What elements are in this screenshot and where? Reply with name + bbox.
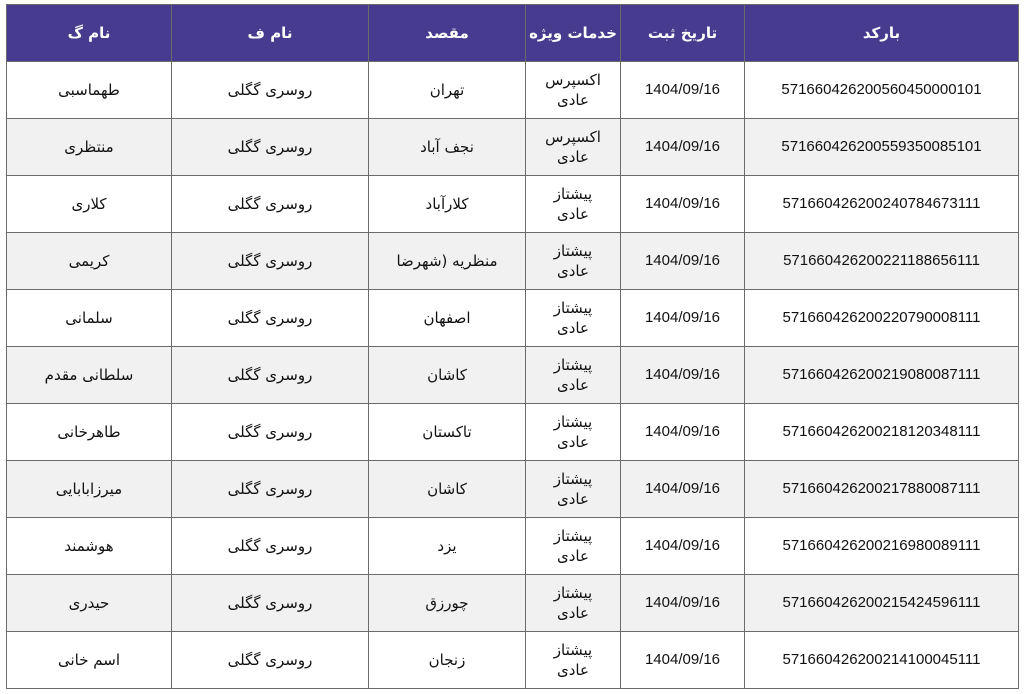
cell-date: 1404/09/16 <box>621 347 745 404</box>
cell-barcode: 571660426200215424596111 <box>745 575 1019 632</box>
table-row <box>7 176 1019 233</box>
table-row <box>7 632 1019 689</box>
cell-destination: اصفهان <box>369 290 526 347</box>
table-row <box>7 575 1019 632</box>
cell-barcode: 571660426200216980089111 <box>745 518 1019 575</box>
cell-barcode: 571660426200214100045111 <box>745 632 1019 689</box>
cell-destination: منظریه (شهرضا <box>369 233 526 290</box>
service-type: اکسپرس <box>545 71 601 89</box>
table-row <box>7 119 1019 176</box>
cell-sender: روسری گگلی <box>172 62 369 119</box>
cell-service <box>526 176 621 233</box>
service-type: پیشتاز <box>553 299 593 317</box>
table-row <box>7 233 1019 290</box>
cell-barcode: 571660426200221188656111 <box>745 233 1019 290</box>
table-header <box>7 5 1019 62</box>
service-mode: عادی <box>557 661 589 679</box>
table-row <box>7 518 1019 575</box>
service-mode: عادی <box>557 148 589 166</box>
cell-date: 1404/09/16 <box>621 632 745 689</box>
service-type: پیشتاز <box>553 527 593 545</box>
cell-date: 1404/09/16 <box>621 461 745 518</box>
cell-receiver: سلمانی <box>7 290 172 347</box>
cell-sender: روسری گگلی <box>172 176 369 233</box>
header-barcode: بارکد <box>745 5 1019 62</box>
service-mode: عادی <box>557 91 589 109</box>
cell-date: 1404/09/16 <box>621 233 745 290</box>
service-mode: عادی <box>557 547 589 565</box>
cell-barcode: 571660426200220790008111 <box>745 290 1019 347</box>
service-type: پیشتاز <box>553 242 593 260</box>
header-row <box>7 5 1019 62</box>
cell-barcode: 571660426200219080087111 <box>745 347 1019 404</box>
service-mode: عادی <box>557 319 589 337</box>
cell-date: 1404/09/16 <box>621 176 745 233</box>
cell-receiver: طهماسبی <box>7 62 172 119</box>
cell-service <box>526 233 621 290</box>
cell-destination: کاشان <box>369 461 526 518</box>
cell-sender: روسری گگلی <box>172 518 369 575</box>
cell-date: 1404/09/16 <box>621 62 745 119</box>
cell-service <box>526 575 621 632</box>
cell-receiver: منتظری <box>7 119 172 176</box>
cell-receiver: کلاری <box>7 176 172 233</box>
cell-sender: روسری گگلی <box>172 575 369 632</box>
cell-destination: زنجان <box>369 632 526 689</box>
service-mode: عادی <box>557 262 589 280</box>
table-row <box>7 404 1019 461</box>
table-body <box>7 62 1019 689</box>
cell-receiver: حیدری <box>7 575 172 632</box>
header-date: تاریخ ثبت <box>621 5 745 62</box>
cell-destination: تهران <box>369 62 526 119</box>
cell-barcode: 571660426200218120348111 <box>745 404 1019 461</box>
cell-receiver: هوشمند <box>7 518 172 575</box>
shipment-table <box>6 4 1019 689</box>
cell-receiver: میرزابابایی <box>7 461 172 518</box>
cell-destination: کلارآباد <box>369 176 526 233</box>
service-type: پیشتاز <box>553 470 593 488</box>
cell-destination: چورزق <box>369 575 526 632</box>
cell-date: 1404/09/16 <box>621 518 745 575</box>
cell-receiver: اسم خانی <box>7 632 172 689</box>
table-row <box>7 347 1019 404</box>
service-mode: عادی <box>557 376 589 394</box>
service-type: پیشتاز <box>553 356 593 374</box>
cell-receiver: کریمی <box>7 233 172 290</box>
cell-destination: نجف آباد <box>369 119 526 176</box>
cell-destination: کاشان <box>369 347 526 404</box>
cell-barcode: 571660426200559350085101 <box>745 119 1019 176</box>
cell-date: 1404/09/16 <box>621 575 745 632</box>
cell-service <box>526 632 621 689</box>
service-mode: عادی <box>557 205 589 223</box>
cell-sender: روسری گگلی <box>172 119 369 176</box>
cell-sender: روسری گگلی <box>172 461 369 518</box>
cell-receiver: سلطانی مقدم <box>7 347 172 404</box>
cell-sender: روسری گگلی <box>172 404 369 461</box>
cell-barcode: 571660426200560450000101 <box>745 62 1019 119</box>
cell-barcode: 571660426200240784673111 <box>745 176 1019 233</box>
service-mode: عادی <box>557 604 589 622</box>
cell-sender: روسری گگلی <box>172 233 369 290</box>
service-mode: عادی <box>557 490 589 508</box>
cell-destination: تاکستان <box>369 404 526 461</box>
header-destination: مقصد <box>369 5 526 62</box>
cell-service <box>526 404 621 461</box>
cell-service <box>526 461 621 518</box>
service-type: پیشتاز <box>553 584 593 602</box>
cell-sender: روسری گگلی <box>172 347 369 404</box>
cell-sender: روسری گگلی <box>172 290 369 347</box>
header-receiver: نام گ <box>7 5 172 62</box>
cell-date: 1404/09/16 <box>621 404 745 461</box>
cell-date: 1404/09/16 <box>621 290 745 347</box>
table-row <box>7 290 1019 347</box>
header-service: خدمات ویژه <box>526 5 621 62</box>
cell-service <box>526 119 621 176</box>
service-type: پیشتاز <box>553 641 593 659</box>
table-row <box>7 62 1019 119</box>
cell-receiver: طاهرخانی <box>7 404 172 461</box>
cell-date: 1404/09/16 <box>621 119 745 176</box>
service-mode: عادی <box>557 433 589 451</box>
cell-destination: یزد <box>369 518 526 575</box>
cell-barcode: 571660426200217880087111 <box>745 461 1019 518</box>
cell-sender: روسری گگلی <box>172 632 369 689</box>
service-type: پیشتاز <box>553 413 593 431</box>
service-type: اکسپرس <box>545 128 601 146</box>
table-row <box>7 461 1019 518</box>
service-type: پیشتاز <box>553 185 593 203</box>
header-sender: نام ف <box>172 5 369 62</box>
cell-service <box>526 347 621 404</box>
cell-service <box>526 62 621 119</box>
cell-service <box>526 518 621 575</box>
cell-service <box>526 290 621 347</box>
